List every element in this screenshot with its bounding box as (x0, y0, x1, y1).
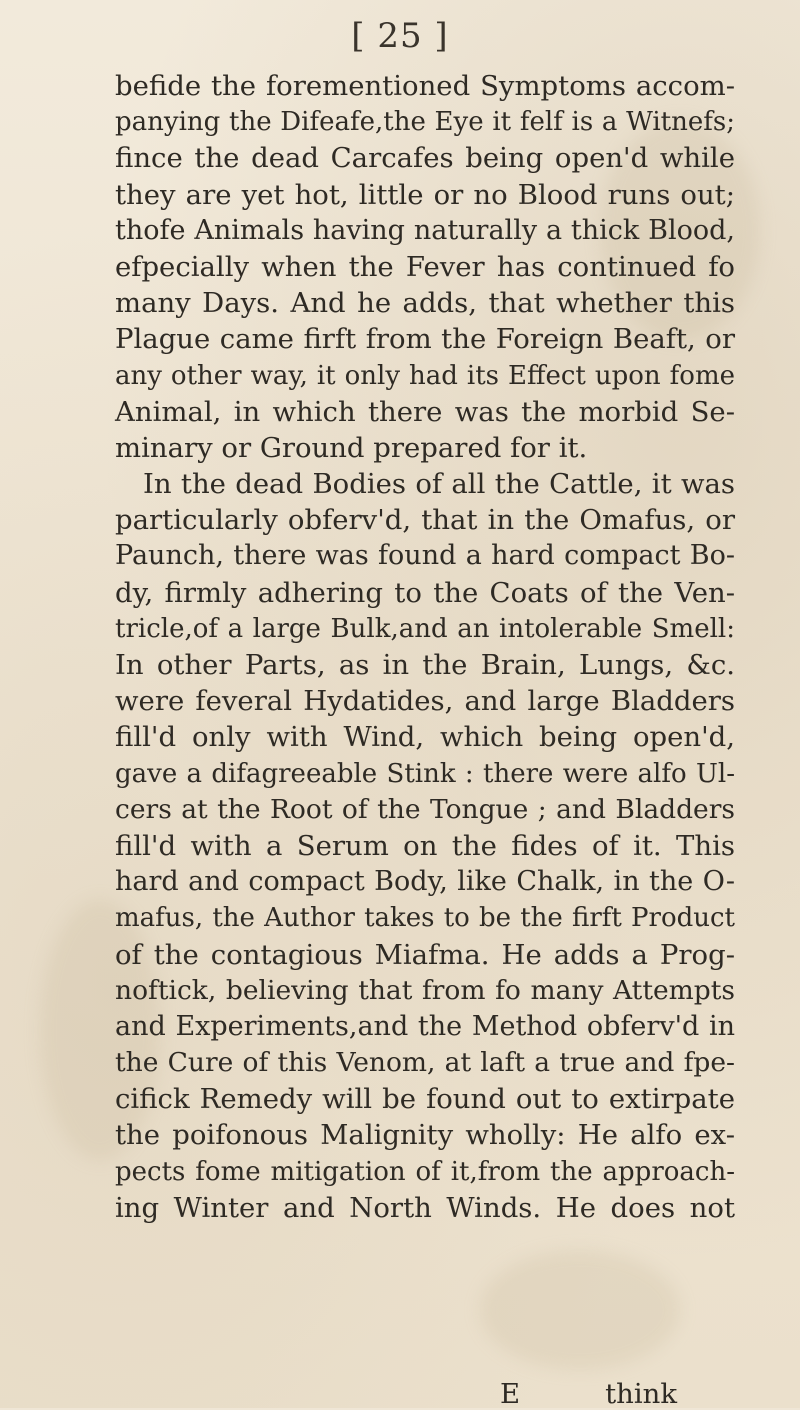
signature-mark: E (500, 1378, 521, 1410)
text-line: fill'd only with Wind, which being open'd, (115, 721, 735, 754)
text-line: Animal, in which there was the morbid Se- (115, 395, 735, 428)
text-line: ing Winter and North Winds. He does not (115, 1191, 735, 1224)
catchword: think (605, 1378, 677, 1410)
text-line: thofe Animals having naturally a thick Blood, (115, 214, 735, 246)
text-line: panying the Difeafe,the Eye it felf is a Witnefs; (115, 107, 735, 138)
paper-stain (480, 1250, 680, 1370)
text-line: were feveral Hydatides, and large Bladders (115, 685, 735, 718)
text-line: fill'd with a Serum on the fides of it. This (115, 829, 735, 862)
text-line: fince the dead Carcafes being open'd while (115, 142, 735, 175)
page-number: [ 25 ] (351, 16, 449, 56)
text-line: any other way, it only had its Effect upon fome (115, 360, 735, 391)
text-line: befide the forementioned Symptoms accom- (115, 70, 735, 102)
text-line: Plague came firft from the Foreign Beaft, or (115, 323, 735, 356)
text-line: cifick Remedy will be found out to extirpate (115, 1083, 735, 1116)
text-line: mafus, the Author takes to be the firft Product (115, 903, 735, 934)
text-line: tricle,of a large Bulk,and an intolerable Smell: (115, 613, 735, 644)
text-line: Paunch, there was found a hard compact Bo- (115, 540, 735, 572)
text-line: particularly obferv'd, that in the Omafus, or (115, 504, 735, 537)
text-line: they are yet hot, little or no Blood runs out; (115, 178, 735, 211)
text-line: many Days. And he adds, that whether this (115, 287, 735, 320)
text-line: noftick, believing that from fo many Attempts (115, 974, 735, 1006)
text-line: and Experiments,and the Method obferv'd in (115, 1010, 735, 1042)
text-line: of the contagious Miafma. He adds a Prog- (115, 938, 735, 971)
text-line: pects fome mitigation of it,from the approach- (115, 1156, 735, 1187)
text-line: cers at the Root of the Tongue ; and Bladders (115, 793, 735, 825)
body-text (115, 68, 735, 1226)
text-line: the Cure of this Venom, at laft a true and fpe- (115, 1047, 735, 1079)
text-line: dy, firmly adhering to the Coats of the Ven- (115, 576, 735, 609)
text-line: hard and compact Body, like Chalk, in the O- (115, 866, 735, 898)
text-line: efpecially when the Fever has continued fo (115, 250, 735, 283)
page-footer (115, 1380, 735, 1408)
text-line: In the dead Bodies of all the Cattle, it was (143, 468, 735, 501)
text-line: In other Parts, as in the Brain, Lungs, &c. (115, 649, 735, 681)
text-line: the poifonous Malignity wholly: He alfo ex- (115, 1119, 735, 1152)
text-line: gave a difagreeable Stink : there were alfo Ul- (115, 758, 735, 789)
text-line: minary or Ground prepared for it. (115, 431, 588, 464)
